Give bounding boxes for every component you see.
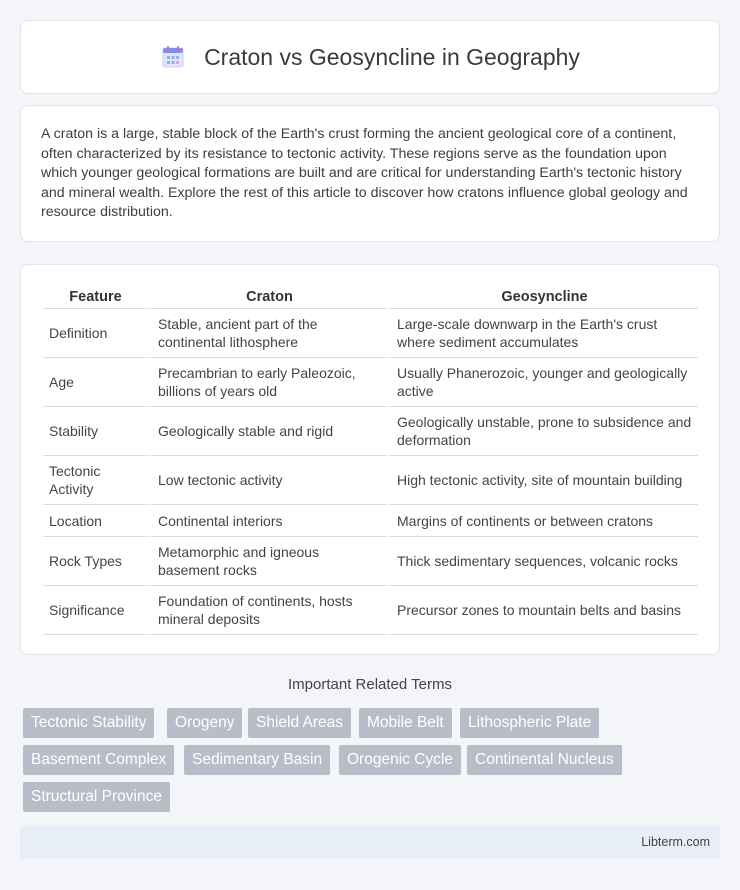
table-row [43, 456, 698, 505]
craton-cell: Geologically stable and rigid [148, 407, 387, 456]
table-row [43, 537, 698, 586]
comparison-table-card [20, 264, 720, 655]
geosyncline-cell: Margins of continents or between cratons [387, 505, 698, 537]
feature-cell: Rock Types [43, 537, 148, 586]
craton-cell: Foundation of continents, hosts mineral deposits [148, 586, 387, 635]
tag-tectonic-stability[interactable]: Tectonic Stability [23, 708, 154, 738]
title-wrap [160, 44, 580, 71]
feature-cell: Location [43, 505, 148, 537]
craton-cell: Continental interiors [148, 505, 387, 537]
table-row [43, 505, 698, 537]
related-terms-title: Important Related Terms [288, 676, 452, 693]
geosyncline-cell: Geologically unstable, prone to subsidence and deformation [387, 407, 698, 456]
geosyncline-cell: High tectonic activity, site of mountain building [387, 456, 698, 505]
tag-basement-complex[interactable]: Basement Complex [23, 745, 174, 775]
feature-cell: Stability [43, 407, 148, 456]
footer-site-link[interactable]: Libterm.com [641, 835, 710, 849]
craton-cell: Stable, ancient part of the continental lithosphere [148, 309, 387, 358]
craton-cell: Precambrian to early Paleozoic, billions of years old [148, 358, 387, 407]
geosyncline-cell: Usually Phanerozoic, younger and geologically active [387, 358, 698, 407]
tag-structural-province[interactable]: Structural Province [23, 782, 170, 812]
calendar-icon [160, 44, 186, 70]
footer [20, 826, 720, 859]
tag-orogenic-cycle[interactable]: Orogenic Cycle [339, 745, 461, 775]
table-row [43, 309, 698, 358]
tag-shield-areas[interactable]: Shield Areas [248, 708, 351, 738]
feature-cell: Definition [43, 309, 148, 358]
tag-orogeny[interactable]: Orogeny [167, 708, 242, 738]
intro-text: A craton is a large, stable block of the Earth's crust forming the ancient geological core of a continent, often characterized by its resistance to tectonic activity. These regions serve as the foundation upon which younger geological formations are built and are critical for understanding Earth's tectonic history and mineral wealth. Explore the rest of this article to discover how cratons influence global geology and resource distribution. [41, 126, 688, 221]
geosyncline-cell: Large-scale downwarp in the Earth's crust where sediment accumulates [387, 309, 698, 358]
feature-cell: Age [43, 358, 148, 407]
feature-cell: Significance [43, 586, 148, 635]
intro-card [20, 105, 720, 242]
header-geosyncline: Geosyncline [387, 285, 698, 309]
table-row [43, 358, 698, 407]
tag-mobile-belt[interactable]: Mobile Belt [359, 708, 452, 738]
tag-sedimentary-basin[interactable]: Sedimentary Basin [184, 745, 330, 775]
page-title: Craton vs Geosyncline in Geography [204, 43, 580, 70]
tag-continental-nucleus[interactable]: Continental Nucleus [467, 745, 622, 775]
header-card [20, 20, 720, 94]
geosyncline-cell: Precursor zones to mountain belts and basins [387, 586, 698, 635]
tag-lithospheric-plate[interactable]: Lithospheric Plate [460, 708, 599, 738]
comparison-table [43, 285, 698, 635]
table-header-row [43, 285, 698, 309]
craton-cell: Low tectonic activity [148, 456, 387, 505]
craton-cell: Metamorphic and igneous basement rocks [148, 537, 387, 586]
feature-cell: Tectonic Activity [43, 456, 148, 505]
table-row [43, 586, 698, 635]
header-feature: Feature [43, 285, 148, 309]
header-craton: Craton [148, 285, 387, 309]
table-row [43, 407, 698, 456]
geosyncline-cell: Thick sedimentary sequences, volcanic rocks [387, 537, 698, 586]
